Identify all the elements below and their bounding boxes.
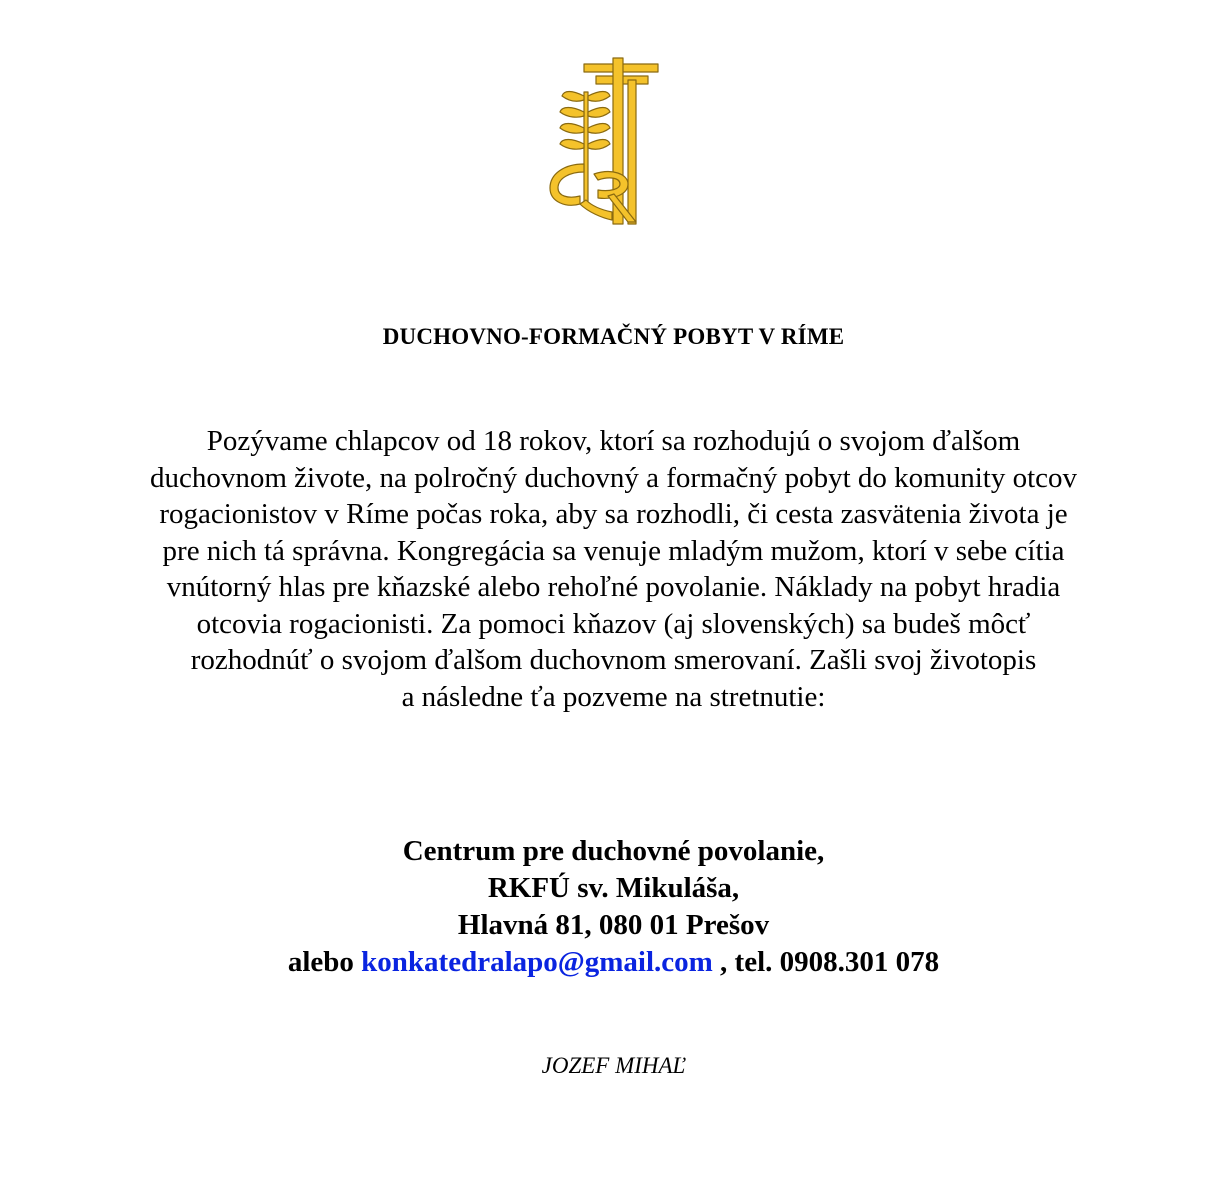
contact-prefix: alebo xyxy=(287,946,362,978)
contact-phone: , tel. 0908.301 078 xyxy=(712,946,940,978)
paragraph-line: vnútorný hlas pre kňazské alebo rehoľné povolanie. Náklady na pobyt hradia xyxy=(166,571,1061,603)
paragraph-line: pre nich tá správna. Kongregácia sa venuje mladým mužom, ktorí v sebe cítia xyxy=(162,534,1065,567)
paragraph-line: rogacionistov v Ríme počas roka, aby sa rozhodli, či cesta zasvätenia života je xyxy=(159,498,1068,530)
contact-address: Hlavná 81, 080 01 Prešov xyxy=(457,909,770,941)
invitation-paragraph xyxy=(60,423,1167,715)
paragraph-line: rozhodnúť o svojom ďalšom duchovnom smerovaní. Zašli svoj životopis xyxy=(190,644,1037,676)
email-link[interactable]: konkatedralapo@gmail.com xyxy=(361,946,713,978)
paragraph-line: duchovnom živote, na polročný duchovný a formačný pobyt do komunity otcov xyxy=(149,461,1077,494)
contact-organization: Centrum pre duchovné povolanie, xyxy=(402,835,825,867)
contact-block xyxy=(0,833,1227,981)
paragraph-line: a následne ťa pozveme na stretnutie: xyxy=(401,680,826,713)
paragraph-line: otcovia rogacionisti. Za pomoci kňazov (aj slovenských) sa budeš môcť xyxy=(196,607,1031,640)
rogationist-emblem-icon xyxy=(544,56,664,228)
signature: JOZEF MIHAĽ xyxy=(541,1053,686,1078)
paragraph-line: Pozývame chlapcov od 18 rokov, ktorí sa rozhodujú o svojom ďalšom xyxy=(206,425,1021,457)
page-title: DUCHOVNO-FORMAČNÝ POBYT V RÍME xyxy=(382,324,845,349)
contact-email-phone-line xyxy=(0,944,1227,981)
contact-parish: RKFÚ sv. Mikuláša, xyxy=(487,872,740,904)
